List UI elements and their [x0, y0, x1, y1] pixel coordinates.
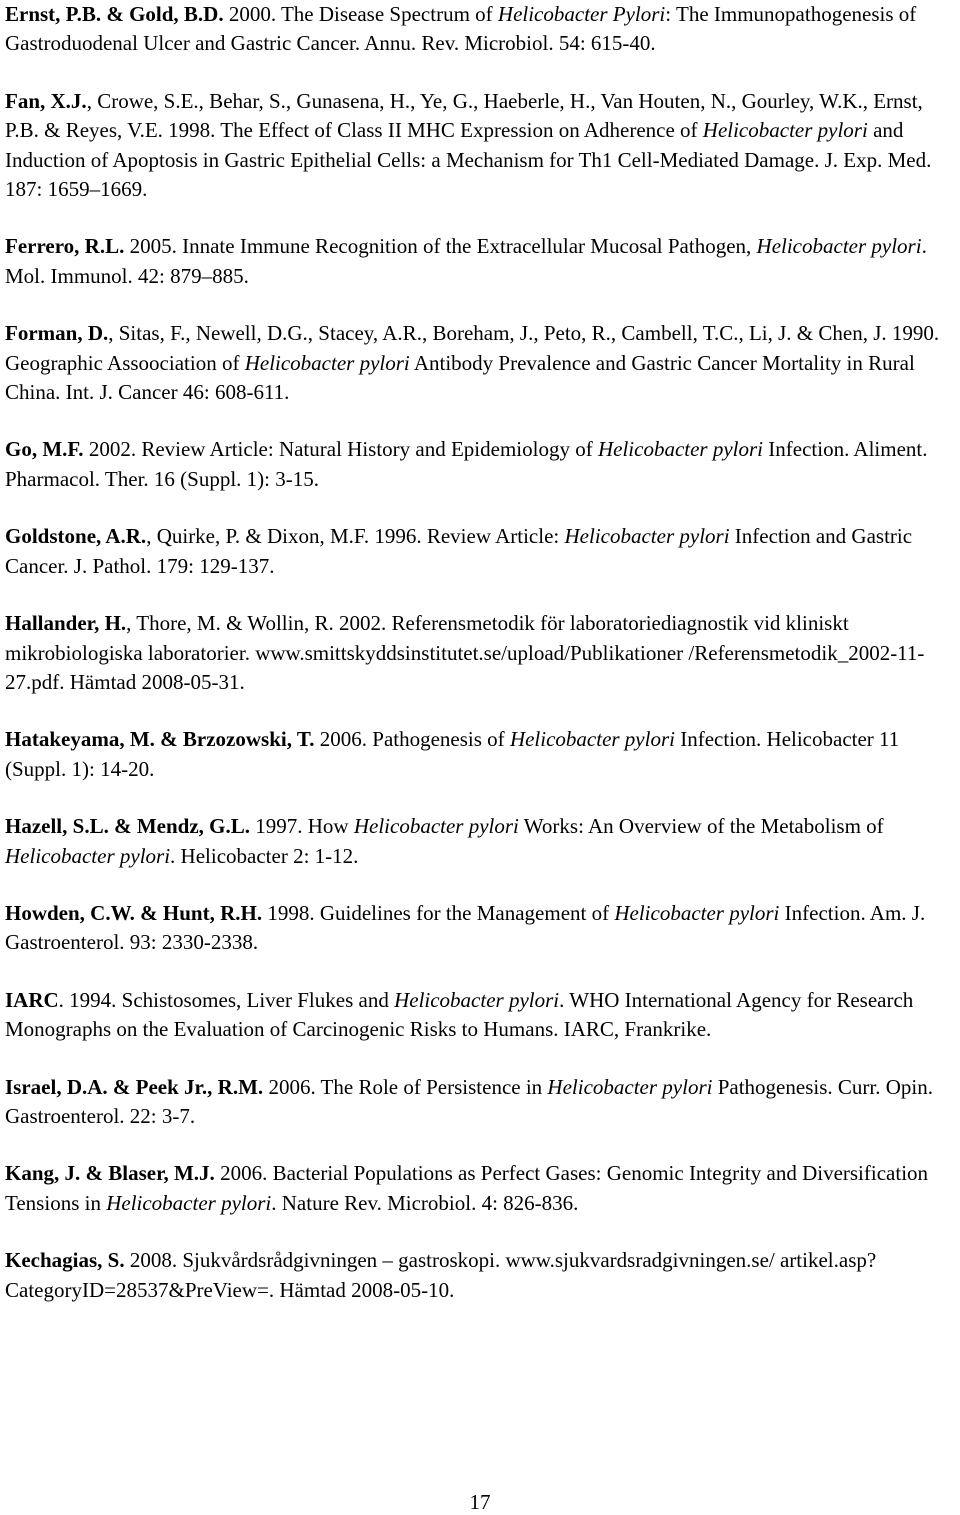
reference-text: , Sitas, F., Newell, D.G., Stacey, A.R., Boreham, J., Peto, R., Cambell, T.C., Li, J. & Chen, J. 1990. Geographic Assoociation of [5, 321, 940, 375]
reference-italic-term: Helicobacter pylori [353, 814, 519, 839]
reference-authors: Forman, D. [5, 321, 109, 346]
reference-text: 2002. Review Article: Natural History and Epidemiology of [83, 437, 598, 462]
reference-text: . WHO International Agency for Research Monographs on the Evaluation of Carcinogenic Risks to Humans. IARC, Frankrike. [5, 987, 914, 1042]
reference-italic-term: Helicobacter pylori [564, 524, 730, 549]
reference-entry [5, 0, 955, 59]
reference-text: Infection and Gastric Cancer. J. Pathol. 179: 129-137. [5, 524, 913, 578]
reference-italic-term: Helicobacter pylori [106, 1190, 272, 1215]
reference-text: 2006. The Role of Persistence in [263, 1074, 548, 1099]
reference-text: . Helicobacter 2: 1-12. [170, 843, 359, 868]
reference-italic-term: Helicobacter pylori [597, 437, 764, 462]
reference-entry [5, 1246, 955, 1305]
reference-italic-term: Helicobacter pylori [5, 843, 171, 868]
reference-italic-term: Helicobacter pylori [702, 118, 868, 143]
reference-text: , Quirke, P. & Dixon, M.F. 1996. Review Article: [146, 524, 565, 549]
reference-entry [5, 1159, 955, 1218]
reference-entry [5, 812, 955, 871]
reference-text: and Induction of Apoptosis in Gastric Epithelial Cells: a Mechanism for Th1 Cell-Mediated Damage. J. Exp. Med. 187: 1659–1669. [5, 118, 932, 202]
reference-text: 2006. Pathogenesis of [314, 727, 510, 752]
reference-entry [5, 1073, 955, 1132]
reference-italic-term: Helicobacter pylori [394, 987, 560, 1012]
reference-entry [5, 232, 955, 291]
reference-text: 2000. The Disease Spectrum of [223, 2, 498, 26]
reference-entry [5, 899, 955, 958]
reference-italic-term: Helicobacter Pylori [497, 2, 666, 26]
reference-authors: Kang, J. & Blaser, M.J. [5, 1161, 215, 1186]
reference-italic-term: Helicobacter pylori [547, 1074, 713, 1099]
page-number: 17 [469, 1490, 491, 1514]
reference-text: . Nature Rev. Microbiol. 4: 826-836. [271, 1190, 579, 1215]
reference-text: , Crowe, S.E., Behar, S., Gunasena, H., Ye, G., Haeberle, H., Van Houten, N., Gourley, W.K., Ernst, P.B. & Reyes, V.E. 1998. The Effect of Class II MHC Expression on Adherence of [5, 88, 923, 143]
reference-entry [5, 725, 955, 784]
reference-entry [5, 87, 955, 205]
reference-text: Infection. Aliment. Pharmacol. Ther. 16 (Suppl. 1): 3-15. [5, 437, 928, 491]
reference-list [5, 0, 955, 1333]
reference-entry [5, 319, 955, 407]
reference-authors: Kechagias, S. [5, 1248, 125, 1273]
reference-italic-term: Helicobacter pylori [614, 900, 780, 925]
reference-text: 1998. Guidelines for the Management of [262, 900, 615, 925]
reference-authors: Hatakeyama, M. & Brzozowski, T. [5, 727, 315, 752]
reference-authors: Ernst, P.B. & Gold, B.D. [5, 2, 224, 26]
reference-italic-term: Helicobacter pylori [509, 727, 675, 752]
reference-text: 2008. Sjukvårdsrådgivningen – gastroskopi. www.sjukvardsradgivningen.se/ artikel.asp?CategoryID=28537&PreView=. Hämtad 2008-05-10. [5, 1248, 877, 1302]
reference-authors: Go, M.F. [5, 437, 84, 462]
reference-text: Infection. Helicobacter 11 (Suppl. 1): 14-20. [5, 727, 900, 781]
reference-text: 1997. How [250, 814, 354, 839]
reference-entry [5, 522, 955, 581]
reference-entry [5, 435, 955, 494]
reference-authors: Hazell, S.L. & Mendz, G.L. [5, 814, 250, 839]
reference-authors: Fan, X.J. [5, 88, 87, 113]
reference-entry [5, 986, 955, 1045]
reference-authors: Goldstone, A.R. [5, 524, 147, 549]
reference-authors: Howden, C.W. & Hunt, R.H. [5, 900, 263, 925]
reference-text: : The Immunopathogenesis of Gastroduodenal Ulcer and Gastric Cancer. Annu. Rev. Microbiol. 54: 615-40. [5, 2, 917, 56]
reference-text: . 1994. Schistosomes, Liver Flukes and [58, 987, 395, 1012]
reference-authors: Hallander, H. [5, 611, 127, 636]
reference-italic-term: Helicobacter pylori [244, 350, 410, 375]
reference-text: 2006. Bacterial Populations as Perfect Gases: Genomic Integrity and Diversification Tensions in [5, 1161, 929, 1215]
reference-text: Infection. Am. J. Gastroenterol. 93: 2330-2338. [5, 900, 926, 955]
reference-authors: IARC [5, 987, 59, 1012]
reference-text: Pathogenesis. Curr. Opin. Gastroenterol. 22: 3-7. [5, 1074, 933, 1128]
reference-text: , Thore, M. & Wollin, R. 2002. Referensmetodik för laboratoriediagnostik vid kliniskt mikrobiologiska laboratorier. www.smittskyddsinstitutet.se/upload/Publikationer /Referensmetodik_2002-11-27.pdf. Hämtad 2008-05-31. [5, 611, 925, 694]
reference-authors: Ferrero, R.L. [5, 234, 125, 259]
reference-text: Antibody Prevalence and Gastric Cancer Mortality in Rural China. Int. J. Cancer 46: 608-611. [5, 350, 915, 405]
reference-entry [5, 609, 955, 697]
reference-text: . Mol. Immunol. 42: 879–885. [5, 234, 927, 288]
reference-text: Works: An Overview of the Metabolism of [518, 814, 884, 839]
reference-italic-term: Helicobacter pylori [756, 234, 922, 259]
reference-text: 2005. Innate Immune Recognition of the Extracellular Mucosal Pathogen, [124, 234, 757, 259]
reference-authors: Israel, D.A. & Peek Jr., R.M. [5, 1074, 264, 1099]
